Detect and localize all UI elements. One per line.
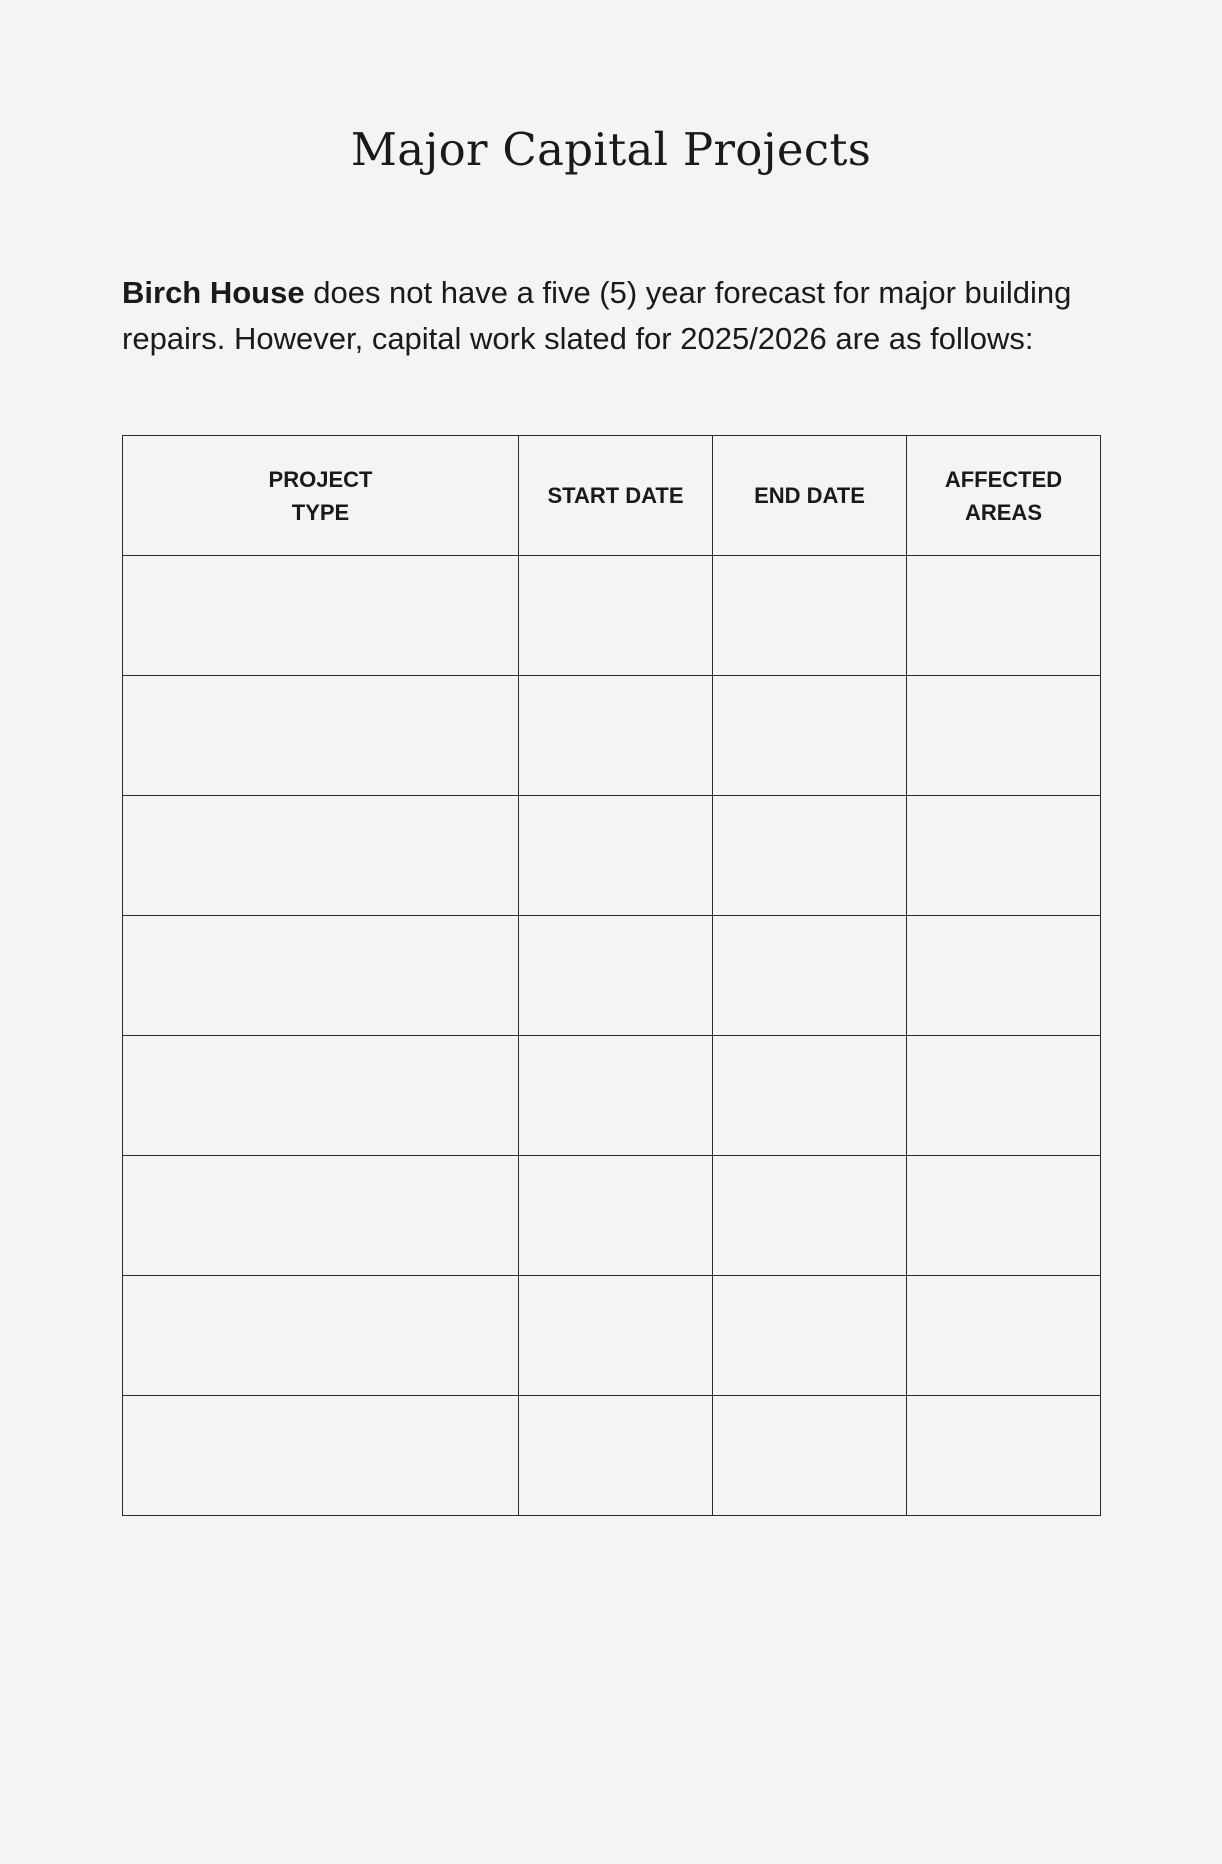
cell-start-date[interactable] — [519, 1276, 713, 1396]
organization-name: Birch House — [122, 275, 305, 310]
cell-affected-areas[interactable] — [907, 796, 1101, 916]
table-body — [123, 556, 1101, 1516]
table-row — [123, 1036, 1101, 1156]
cell-end-date[interactable] — [713, 1156, 907, 1276]
cell-start-date[interactable] — [519, 676, 713, 796]
page-title: Major Capital Projects — [350, 123, 872, 176]
header-start-date-label: START DATE — [547, 483, 684, 508]
cell-project-type[interactable] — [123, 1276, 519, 1396]
intro-text: does not have a five (5) year forecast for major building repairs. However, capital work slated for 2025/2026 are as follows: — [122, 275, 1072, 356]
cell-end-date[interactable] — [713, 1036, 907, 1156]
cell-start-date[interactable] — [519, 796, 713, 916]
cell-project-type[interactable] — [123, 916, 519, 1036]
cell-end-date[interactable] — [713, 1276, 907, 1396]
cell-project-type[interactable] — [123, 556, 519, 676]
cell-project-type[interactable] — [123, 796, 519, 916]
header-affected-areas-label: AFFECTED AREAS — [944, 466, 1063, 525]
cell-project-type[interactable] — [123, 1036, 519, 1156]
capital-projects-table — [122, 435, 1101, 1516]
header-start-date — [519, 436, 713, 556]
cell-affected-areas[interactable] — [907, 1396, 1101, 1516]
cell-start-date[interactable] — [519, 916, 713, 1036]
header-end-date-label: END DATE — [754, 483, 865, 508]
cell-end-date[interactable] — [713, 1396, 907, 1516]
cell-start-date[interactable] — [519, 1396, 713, 1516]
cell-start-date[interactable] — [519, 1156, 713, 1276]
cell-end-date[interactable] — [713, 676, 907, 796]
cell-affected-areas[interactable] — [907, 556, 1101, 676]
cell-end-date[interactable] — [713, 916, 907, 1036]
header-affected-areas — [907, 436, 1101, 556]
cell-project-type[interactable] — [123, 1156, 519, 1276]
header-project-type-label: PROJECT TYPE — [268, 466, 373, 525]
cell-project-type[interactable] — [123, 1396, 519, 1516]
cell-end-date[interactable] — [713, 796, 907, 916]
table-row — [123, 1396, 1101, 1516]
cell-project-type[interactable] — [123, 676, 519, 796]
table-row — [123, 676, 1101, 796]
cell-start-date[interactable] — [519, 556, 713, 676]
cell-affected-areas[interactable] — [907, 1276, 1101, 1396]
cell-end-date[interactable] — [713, 556, 907, 676]
table-row — [123, 1276, 1101, 1396]
table-row — [123, 556, 1101, 676]
table-row — [123, 1156, 1101, 1276]
cell-affected-areas[interactable] — [907, 916, 1101, 1036]
cell-affected-areas[interactable] — [907, 1036, 1101, 1156]
header-project-type — [123, 436, 519, 556]
cell-start-date[interactable] — [519, 1036, 713, 1156]
cell-affected-areas[interactable] — [907, 1156, 1101, 1276]
cell-affected-areas[interactable] — [907, 676, 1101, 796]
intro-paragraph — [122, 270, 1122, 362]
table-row — [123, 796, 1101, 916]
table-header-row — [123, 436, 1101, 556]
header-end-date — [713, 436, 907, 556]
table-row — [123, 916, 1101, 1036]
